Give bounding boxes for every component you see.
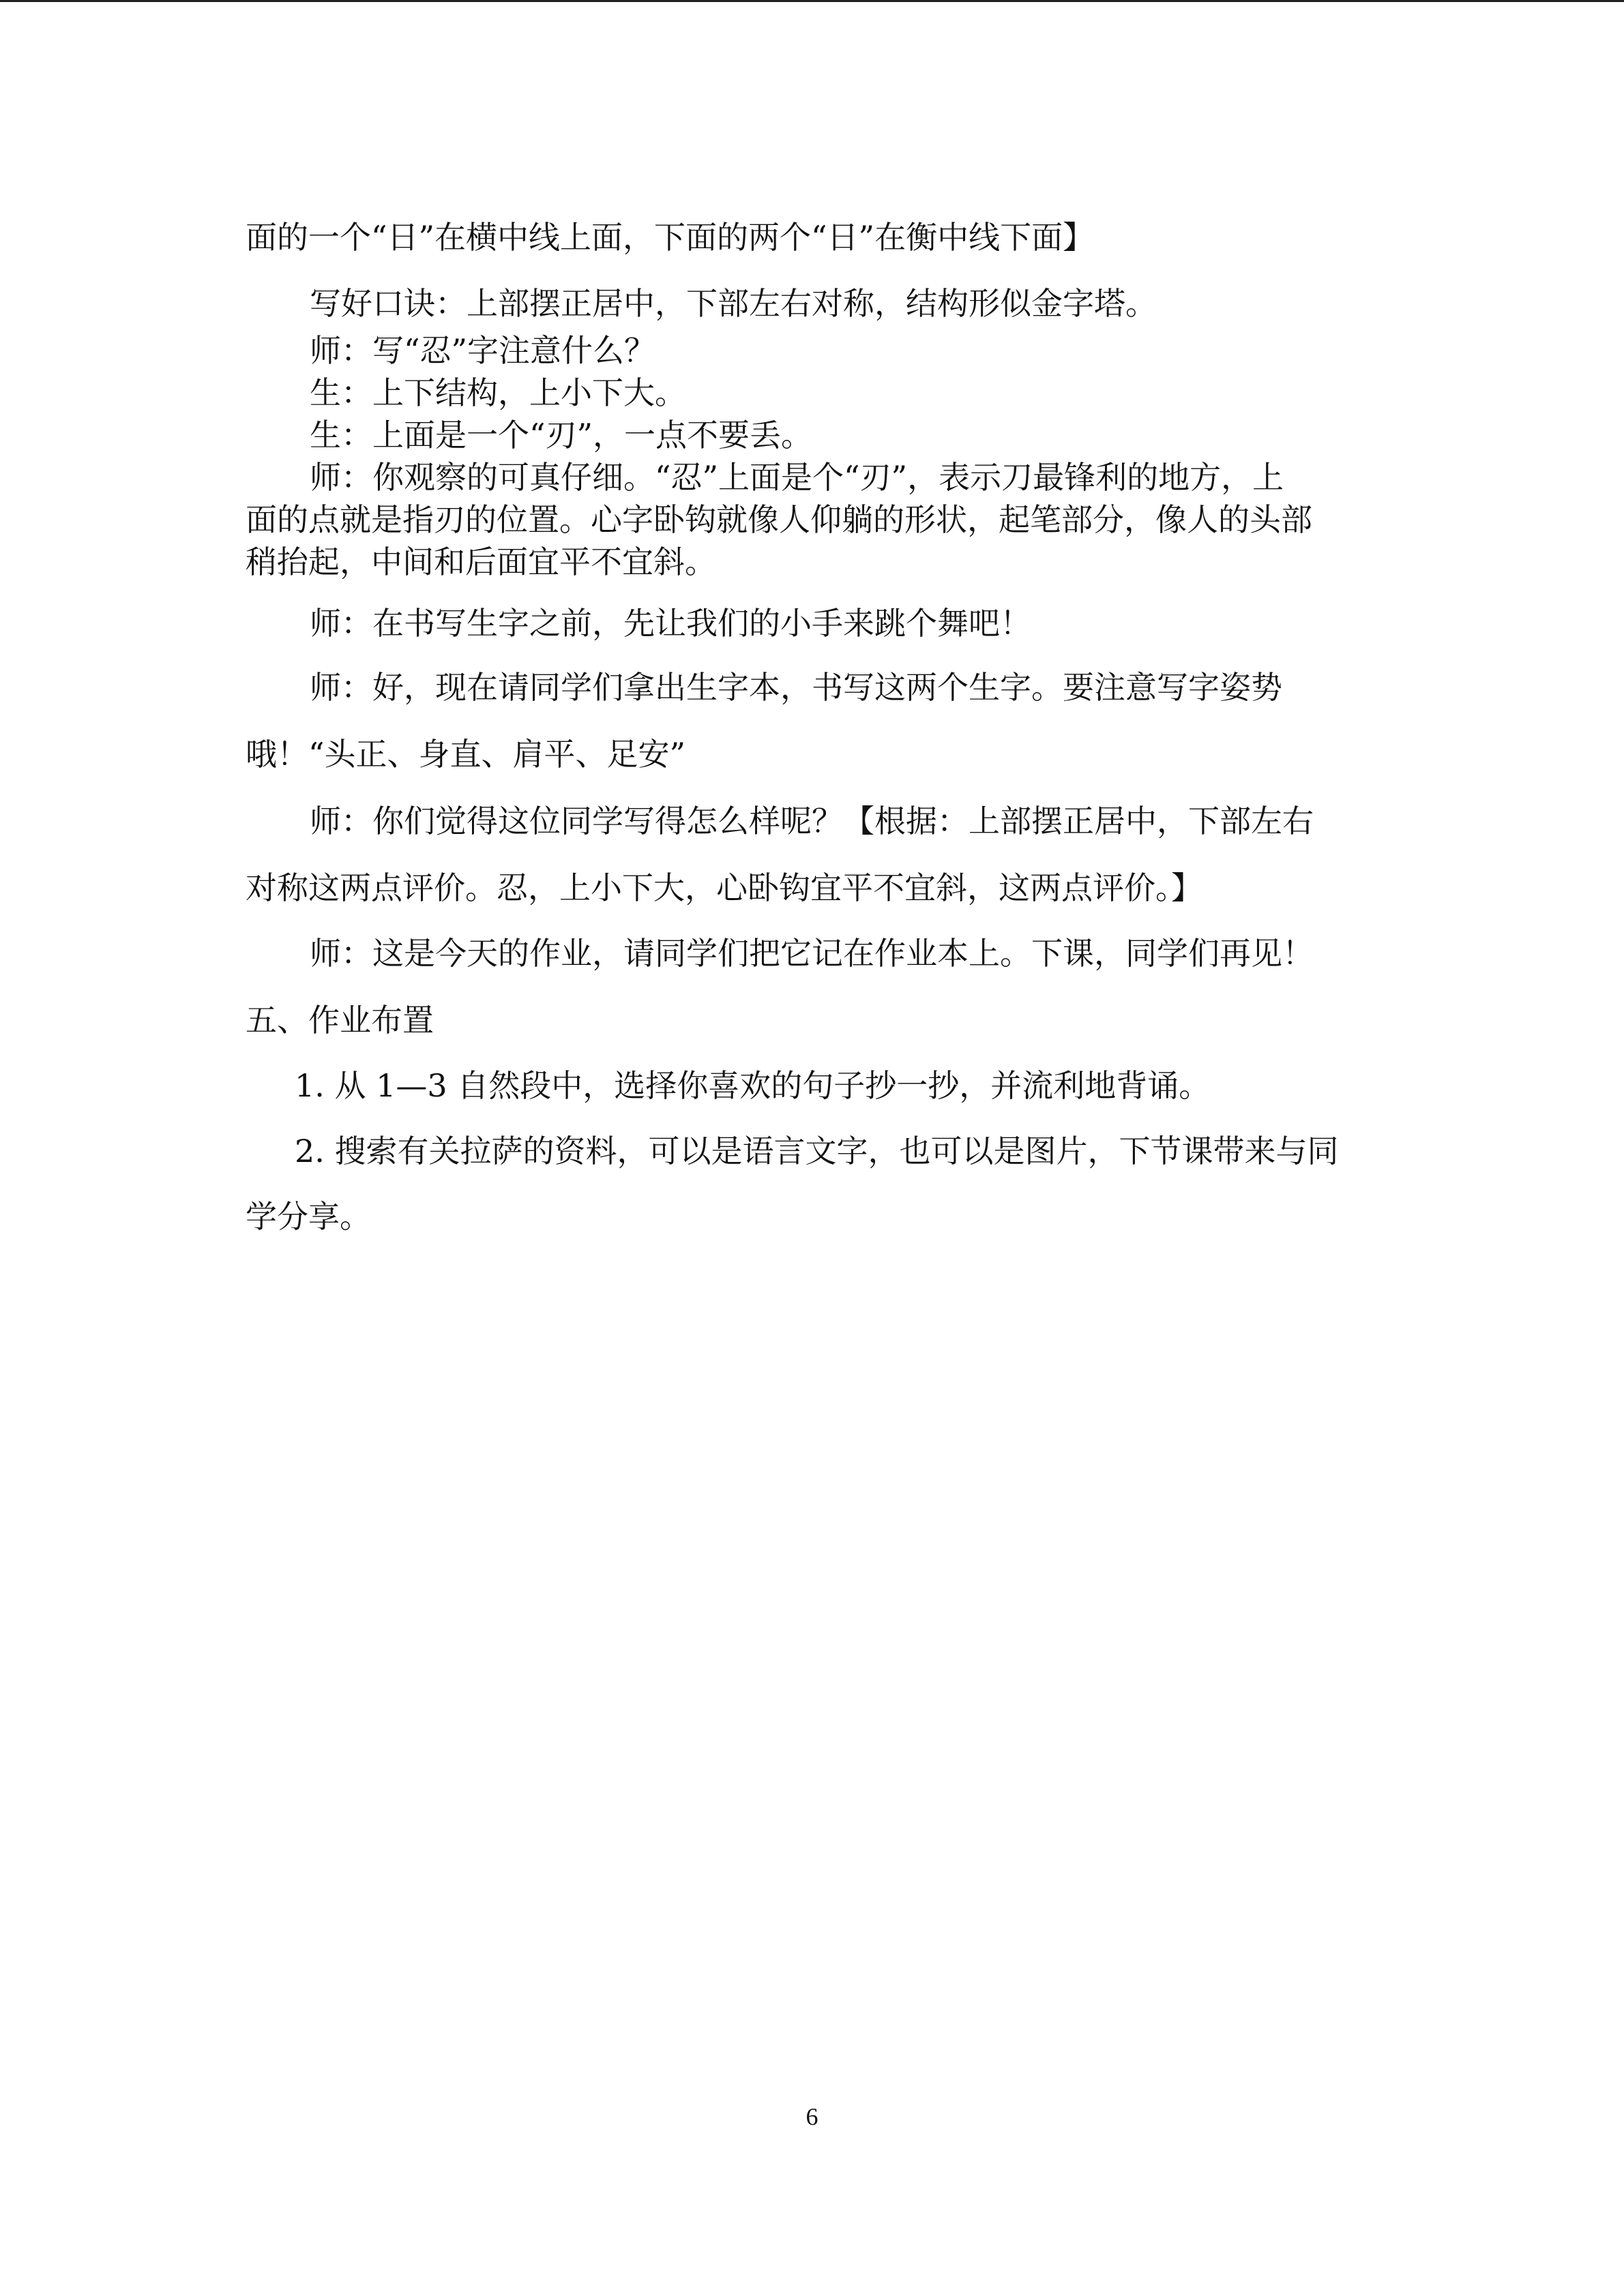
paragraph-line: 师：你观察的可真仔细。“忍”上面是个“刃”，表示刀最锋利的地方，上 bbox=[310, 459, 1284, 496]
paragraph-line: 哦！“头正、身直、肩平、足安” bbox=[246, 736, 686, 773]
paragraph-line: 师：写“忍”字注意什么？ bbox=[310, 332, 656, 369]
document-page bbox=[246, 0, 1378, 2296]
paragraph-line: 师：这是今天的作业，请同学们把它记在作业本上。下课，同学们再见！ bbox=[310, 935, 1314, 972]
paragraph-line: 对称这两点评价。忍，上小下大，心卧钩宜平不宜斜，这两点评价。】 bbox=[246, 869, 1202, 906]
paragraph-line: 师：好，现在请同学们拿出生字本，书写这两个生字。要注意写字姿势 bbox=[310, 669, 1282, 706]
paragraph-line: 师：你们觉得这位同学写得怎么样呢？【根据：上部摆正居中，下部左右 bbox=[310, 803, 1314, 839]
section-heading: 五、作业布置 bbox=[246, 1002, 434, 1039]
paragraph-line: 师：在书写生字之前，先让我们的小手来跳个舞吧！ bbox=[310, 605, 1031, 642]
homework-item: 2. 搜索有关拉萨的资料，可以是语言文字，也可以是图片，下节课带来与同 bbox=[295, 1133, 1339, 1169]
paragraph-line: 面的点就是指刃的位置。心字卧钩就像人仰躺的形状，起笔部分，像人的头部 bbox=[246, 501, 1312, 538]
paragraph-line: 稍抬起，中间和后面宜平不宜斜。 bbox=[246, 543, 716, 580]
paragraph-line: 学分享。 bbox=[246, 1198, 371, 1235]
page-number: 6 bbox=[806, 2103, 818, 2130]
paragraph-line: 生：上面是一个“刃”，一点不要丢。 bbox=[310, 417, 813, 453]
paragraph-line: 生：上下结构，上小下大。 bbox=[310, 374, 686, 411]
paragraph-line: 写好口诀：上部摆正居中，下部左右对称，结构形似金字塔。 bbox=[310, 285, 1157, 322]
homework-item: 1. 从 1—3 自然段中，选择你喜欢的句子抄一抄，并流利地背诵。 bbox=[295, 1067, 1211, 1104]
paragraph-line: 面的一个“日”在横中线上面，下面的两个“日”在衡中线下面】 bbox=[246, 219, 1095, 256]
